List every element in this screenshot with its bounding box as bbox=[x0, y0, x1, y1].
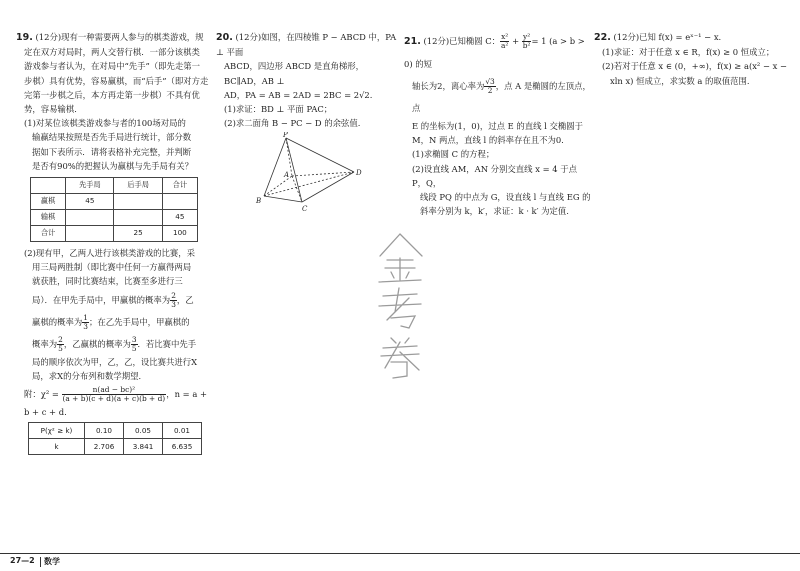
table-cell: 赢棋 bbox=[31, 194, 66, 210]
page-number: 27—2 bbox=[10, 556, 35, 565]
denominator: (a + b)(c + d)(a + c)(b + d) bbox=[62, 394, 166, 404]
fraction bbox=[484, 78, 495, 95]
table-cell: 0.10 bbox=[85, 423, 124, 439]
q19-line: 完第一步棋之后，本方再走第一步棋）不具有优 bbox=[24, 89, 200, 100]
table-cell: 输棋 bbox=[31, 210, 66, 226]
edge-cd bbox=[302, 172, 354, 202]
table-cell: 后手局 bbox=[114, 178, 162, 194]
edge-pc bbox=[286, 138, 302, 202]
table-cell: 先手局 bbox=[66, 178, 114, 194]
edge-pb bbox=[264, 138, 286, 196]
subject-label: 数学 bbox=[44, 557, 60, 566]
q19-line: 游戏参与者认为，在对局中“先手”（即先走第一 bbox=[24, 61, 201, 72]
vertex-label: B bbox=[256, 197, 262, 206]
question-20 bbox=[216, 30, 401, 212]
numerator: 2 bbox=[171, 290, 176, 300]
q19-line: 步棋）具有优势，容易赢棋，而“后手”（即对方走 bbox=[24, 75, 209, 86]
question-22 bbox=[594, 30, 790, 88]
contingency-table bbox=[30, 177, 198, 242]
q19-number: 19. bbox=[16, 32, 33, 43]
q21-part: (1)求椭圆 C 的方程； bbox=[412, 149, 495, 160]
text: 赢棋的概率为 bbox=[32, 316, 83, 327]
text: 概率为 bbox=[32, 338, 58, 349]
table-cell bbox=[114, 194, 162, 210]
table-row bbox=[31, 178, 198, 194]
chi-square-formula bbox=[16, 383, 212, 405]
q21-part: 斜率分别为 k，k′，求证：k · k′ 为定值. bbox=[420, 206, 569, 217]
denominator: 5 bbox=[131, 343, 137, 353]
table-cell: 2.706 bbox=[85, 439, 124, 455]
q22-intro: (12分)已知 f(x) = eˣ⁻¹ − x. bbox=[613, 32, 722, 42]
numerator: 1 bbox=[83, 312, 88, 322]
edge-bc bbox=[264, 196, 302, 202]
pyramid-figure bbox=[242, 132, 392, 212]
table-row bbox=[29, 423, 202, 439]
q20-line: ABCD，四边形 ABCD 是直角梯形，BC∥AD，AB ⊥ bbox=[224, 61, 365, 86]
vertex-label: P bbox=[283, 132, 288, 140]
table-cell: P(χ² ≥ k) bbox=[29, 423, 85, 439]
table-cell: 0.05 bbox=[123, 423, 162, 439]
text: ，乙 bbox=[176, 294, 194, 305]
numerator: n(ad − bc)² bbox=[62, 386, 167, 395]
fraction bbox=[170, 292, 177, 309]
q21-line: E 的坐标为(1，0)，过点 E 的直线 l 交椭圆于 bbox=[412, 121, 584, 131]
denominator: 3 bbox=[171, 299, 176, 309]
question-21 bbox=[404, 30, 592, 218]
q20-line: AD，PA = AB = 2AD = 2BC = 2√2. bbox=[224, 89, 373, 100]
text: ，点 A 是椭圆的左顶点，点 bbox=[412, 81, 591, 113]
q19-part1-line: 据如下表所示．请将表格补充完整，并判断 bbox=[32, 146, 192, 157]
q19-part2-line: 局的顺序依次为甲，乙，乙，设比赛共进行X bbox=[32, 356, 198, 367]
text: (12分)已知椭圆 C： bbox=[423, 36, 501, 46]
table-cell: 25 bbox=[114, 226, 162, 242]
numerator: 3 bbox=[131, 334, 137, 344]
text: 附：χ² = bbox=[24, 389, 59, 400]
table-cell: 100 bbox=[162, 226, 197, 242]
table-row bbox=[31, 194, 198, 210]
denominator: b² bbox=[522, 41, 531, 50]
q19-part1-line: (1)对某位该棋类游戏参与者的100场对局的 bbox=[24, 118, 186, 129]
q19-line: (12分)现有一种需要两人参与的棋类游戏，规 bbox=[35, 32, 204, 42]
numerator: 2 bbox=[58, 334, 63, 344]
text: ，乙赢棋的概率为 bbox=[63, 338, 131, 349]
fraction bbox=[57, 336, 64, 353]
table-cell: 6.635 bbox=[162, 439, 201, 455]
text: ．若比赛中先手 bbox=[137, 338, 197, 349]
fraction bbox=[82, 314, 89, 331]
text: ，n = a + bbox=[166, 389, 207, 400]
numerator: y² bbox=[523, 32, 531, 41]
footer-separator bbox=[40, 557, 41, 567]
table-cell: k bbox=[29, 439, 85, 455]
q20-part: (1)求证：BD ⊥ 平面 PAC； bbox=[224, 104, 333, 115]
table-cell: 合计 bbox=[162, 178, 197, 194]
table-cell bbox=[114, 210, 162, 226]
page-footer bbox=[0, 553, 800, 571]
denominator: a² bbox=[501, 41, 509, 50]
vertex-label: D bbox=[356, 169, 362, 178]
denominator: 3 bbox=[83, 321, 88, 331]
numerator: x² bbox=[501, 32, 509, 41]
q19-part2-line: (2)现有甲，乙两人进行该棋类游戏的比赛，采 bbox=[24, 248, 195, 259]
q19-part2-line bbox=[16, 289, 212, 311]
q21-line: 21. (12分)已知椭圆 C： $\frac{\text{x²}}{\text{a²}}$ + $\frac{\text{y²}}{\text{b²}}$ = 1 (a > b > 0) 的短 bbox=[404, 32, 585, 69]
watermark-logo bbox=[365, 228, 435, 388]
text: ；在乙先手局中，甲赢棋的 bbox=[88, 316, 190, 327]
text: 轴长为2，离心率为 bbox=[412, 81, 485, 91]
edge-ac bbox=[292, 176, 302, 202]
question-19 bbox=[16, 30, 212, 455]
table-cell bbox=[66, 226, 114, 242]
table-cell bbox=[66, 210, 114, 226]
edge-ad bbox=[292, 172, 354, 176]
q19-part2-line bbox=[16, 311, 212, 333]
q19-line: 定在双方对局时，两人交替行棋．一部分该棋类 bbox=[24, 47, 200, 58]
table-row bbox=[29, 439, 202, 455]
table-cell bbox=[31, 178, 66, 194]
fraction bbox=[131, 336, 138, 353]
edge-pd bbox=[286, 138, 354, 172]
table-row bbox=[31, 226, 198, 242]
q20-number: 20. bbox=[216, 32, 233, 43]
fraction bbox=[500, 33, 509, 50]
q20-part: (2)求二面角 B − PC − D 的余弦值. bbox=[224, 118, 361, 129]
denominator: 2 bbox=[487, 86, 493, 95]
q21-line bbox=[404, 75, 592, 119]
text: = 1 (a > b > 0) 的短 bbox=[404, 36, 585, 69]
q19-part1-line: 输赢结果按照是否先手局进行统计，部分数 bbox=[32, 132, 192, 143]
q20-line: (12分)如图，在四棱锥 P − ABCD 中，PA ⊥ 平面 bbox=[216, 32, 397, 58]
table-row bbox=[31, 210, 198, 226]
fraction bbox=[62, 386, 167, 403]
fraction bbox=[522, 33, 532, 50]
q22-number: 22. bbox=[594, 32, 611, 43]
q19-part1-line: 是否有90%的把握认为赢棋与先手局有关？ bbox=[32, 160, 193, 171]
formula-continuation: b + c + d. bbox=[24, 407, 67, 418]
vertex-label: A bbox=[284, 171, 290, 180]
table-cell: 45 bbox=[66, 194, 114, 210]
q19-part2-line: 局，求X的分布列和数学期望． bbox=[32, 370, 147, 381]
q21-part: (2)设直线 AM，AN 分别交直线 x = 4 于点 P，Q， bbox=[412, 163, 578, 188]
q19-part2-line: 就获胜，同时比赛结束，比赛至多进行三 bbox=[32, 276, 183, 287]
q21-line: M，N 两点，直线 l 的斜率存在且不为0. bbox=[412, 135, 564, 146]
q19-line: 势，容易输棋． bbox=[24, 104, 83, 115]
table-cell: 0.01 bbox=[162, 423, 201, 439]
critical-value-table bbox=[28, 422, 202, 455]
table-cell: 3.841 bbox=[123, 439, 162, 455]
table-cell: 45 bbox=[162, 210, 197, 226]
numerator: √3 bbox=[485, 77, 495, 86]
denominator: 5 bbox=[58, 343, 63, 353]
q21-part: 线段 PQ 的中点为 G，设直线 l 与直线 EG 的 bbox=[420, 192, 591, 203]
q19-part2-line bbox=[16, 333, 212, 355]
text: 局）．在甲先手局中，甲赢棋的概率为 bbox=[32, 294, 171, 305]
q21-number: 21. bbox=[404, 36, 421, 47]
table-cell bbox=[162, 194, 197, 210]
vertex-label: C bbox=[302, 205, 308, 213]
edge-bd bbox=[264, 172, 354, 196]
q19-part2-line: 用三局两胜制（即比赛中任何一方赢得两局 bbox=[32, 262, 192, 273]
q22-part: xln x) 恒成立，求实数 a 的取值范围. bbox=[610, 75, 750, 86]
table-cell: 合计 bbox=[31, 226, 66, 242]
q22-part: (2)若对于任意 x ∈ (0，+∞)，f(x) ≥ a(x² − x − bbox=[602, 61, 788, 72]
q22-part: (1)求证：对于任意 x ∈ R，f(x) ≥ 0 恒成立； bbox=[602, 47, 775, 58]
